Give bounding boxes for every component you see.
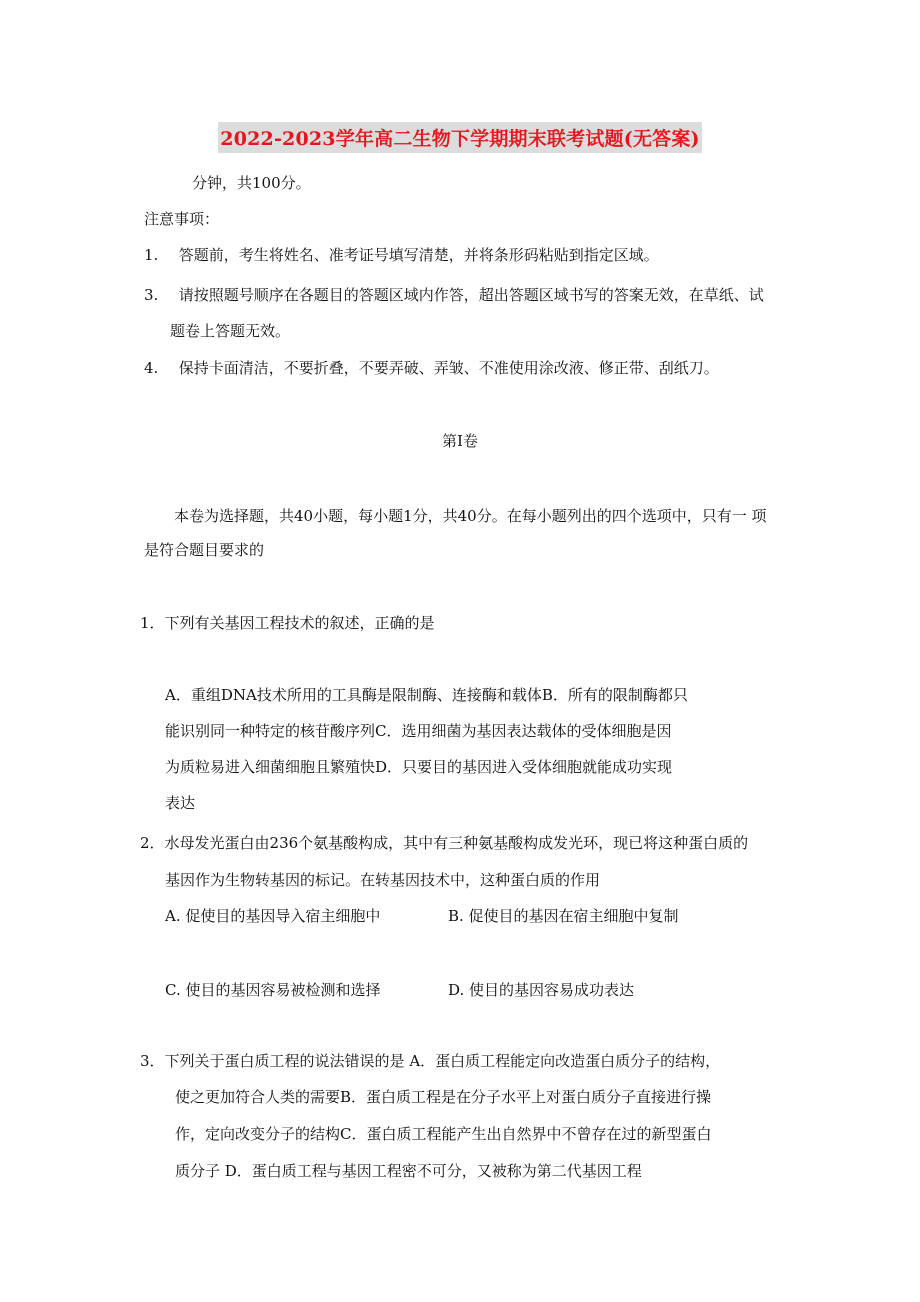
q2-option-a: A. 促使目的基因导入宿主细胞中 bbox=[165, 907, 381, 925]
q3-line: 作，定向改变分子的结构C．蛋白质工程能产生出自然界中不曾存在过的新型蛋白 bbox=[175, 1125, 712, 1143]
q3-line: 使之更加符合人类的需要B．蛋白质工程是在分子水平上对蛋白质分子直接进行操 bbox=[175, 1088, 712, 1106]
section-desc-line2: 是符合题目要求的 bbox=[144, 541, 265, 559]
notice-text: 答题前，考生将姓名、准考证号填写清楚，并将条形码粘贴到指定区域。 bbox=[178, 246, 659, 264]
q2-option-c: C. 使目的基因容易被检测和选择 bbox=[165, 981, 381, 999]
q3-line: 3．下列关于蛋白质工程的说法错误的是 A．蛋白质工程能定向改造蛋白质分子的结构， bbox=[140, 1052, 721, 1070]
q1-options-line: 能识别同一种特定的核苷酸序列C．选用细菌为基因表达载体的受体细胞是因 bbox=[165, 722, 672, 740]
notice-number: 4. bbox=[144, 359, 159, 377]
q1-options-line: A．重组DNA技术所用的工具酶是限制酶、连接酶和载体B．所有的限制酶都只 bbox=[165, 686, 688, 704]
section-desc-line1: 本卷为选择题，共40小题，每小题1分，共40分。在每小题列出的四个选项中，只有一 项 bbox=[174, 507, 767, 525]
q1-options-line: 表达 bbox=[165, 794, 196, 812]
notice-item bbox=[144, 284, 764, 306]
time-line: 分钟，共100分。 bbox=[192, 174, 311, 192]
notice-item bbox=[144, 244, 659, 266]
page-title: 2022-2023学年高二生物下学期期末联考试题(无答案) bbox=[218, 122, 701, 153]
q1-options-line: 为质粒易进入细菌细胞且繁殖快D．只要目的基因进入受体细胞就能成功实现 bbox=[165, 758, 673, 776]
title-wrap bbox=[0, 122, 920, 153]
q1-stem: 1．下列有关基因工程技术的叙述，正确的是 bbox=[140, 614, 435, 632]
q2-option-b: B. 促使目的基因在宿主细胞中复制 bbox=[448, 907, 679, 925]
notice-text: 请按照题号顺序在各题目的答题区域内作答，超出答题区域书写的答案无效，在草纸、试 bbox=[178, 286, 764, 304]
section-heading: 第I卷 bbox=[442, 432, 478, 450]
notice-number: 3. bbox=[144, 286, 159, 304]
notice-text-continued: 题卷上答题无效。 bbox=[170, 322, 291, 340]
q2-stem-line2: 基因作为生物转基因的标记。在转基因技术中，这种蛋白质的作用 bbox=[165, 871, 601, 889]
notice-heading: 注意事项： bbox=[144, 210, 220, 228]
q2-option-d: D. 使目的基因容易成功表达 bbox=[448, 981, 635, 999]
notice-item bbox=[144, 357, 719, 379]
q2-stem-line1: 2．水母发光蛋白由236个氨基酸构成，其中有三种氨基酸构成发光环，现已将这种蛋白质的 bbox=[140, 834, 749, 852]
notice-number: 1. bbox=[144, 246, 159, 264]
notice-text: 保持卡面清洁，不要折叠，不要弄破、弄皱、不准使用涂改液、修正带、刮纸刀。 bbox=[178, 359, 719, 377]
q3-line: 质分子 D．蛋白质工程与基因工程密不可分，又被称为第二代基因工程 bbox=[175, 1162, 642, 1180]
